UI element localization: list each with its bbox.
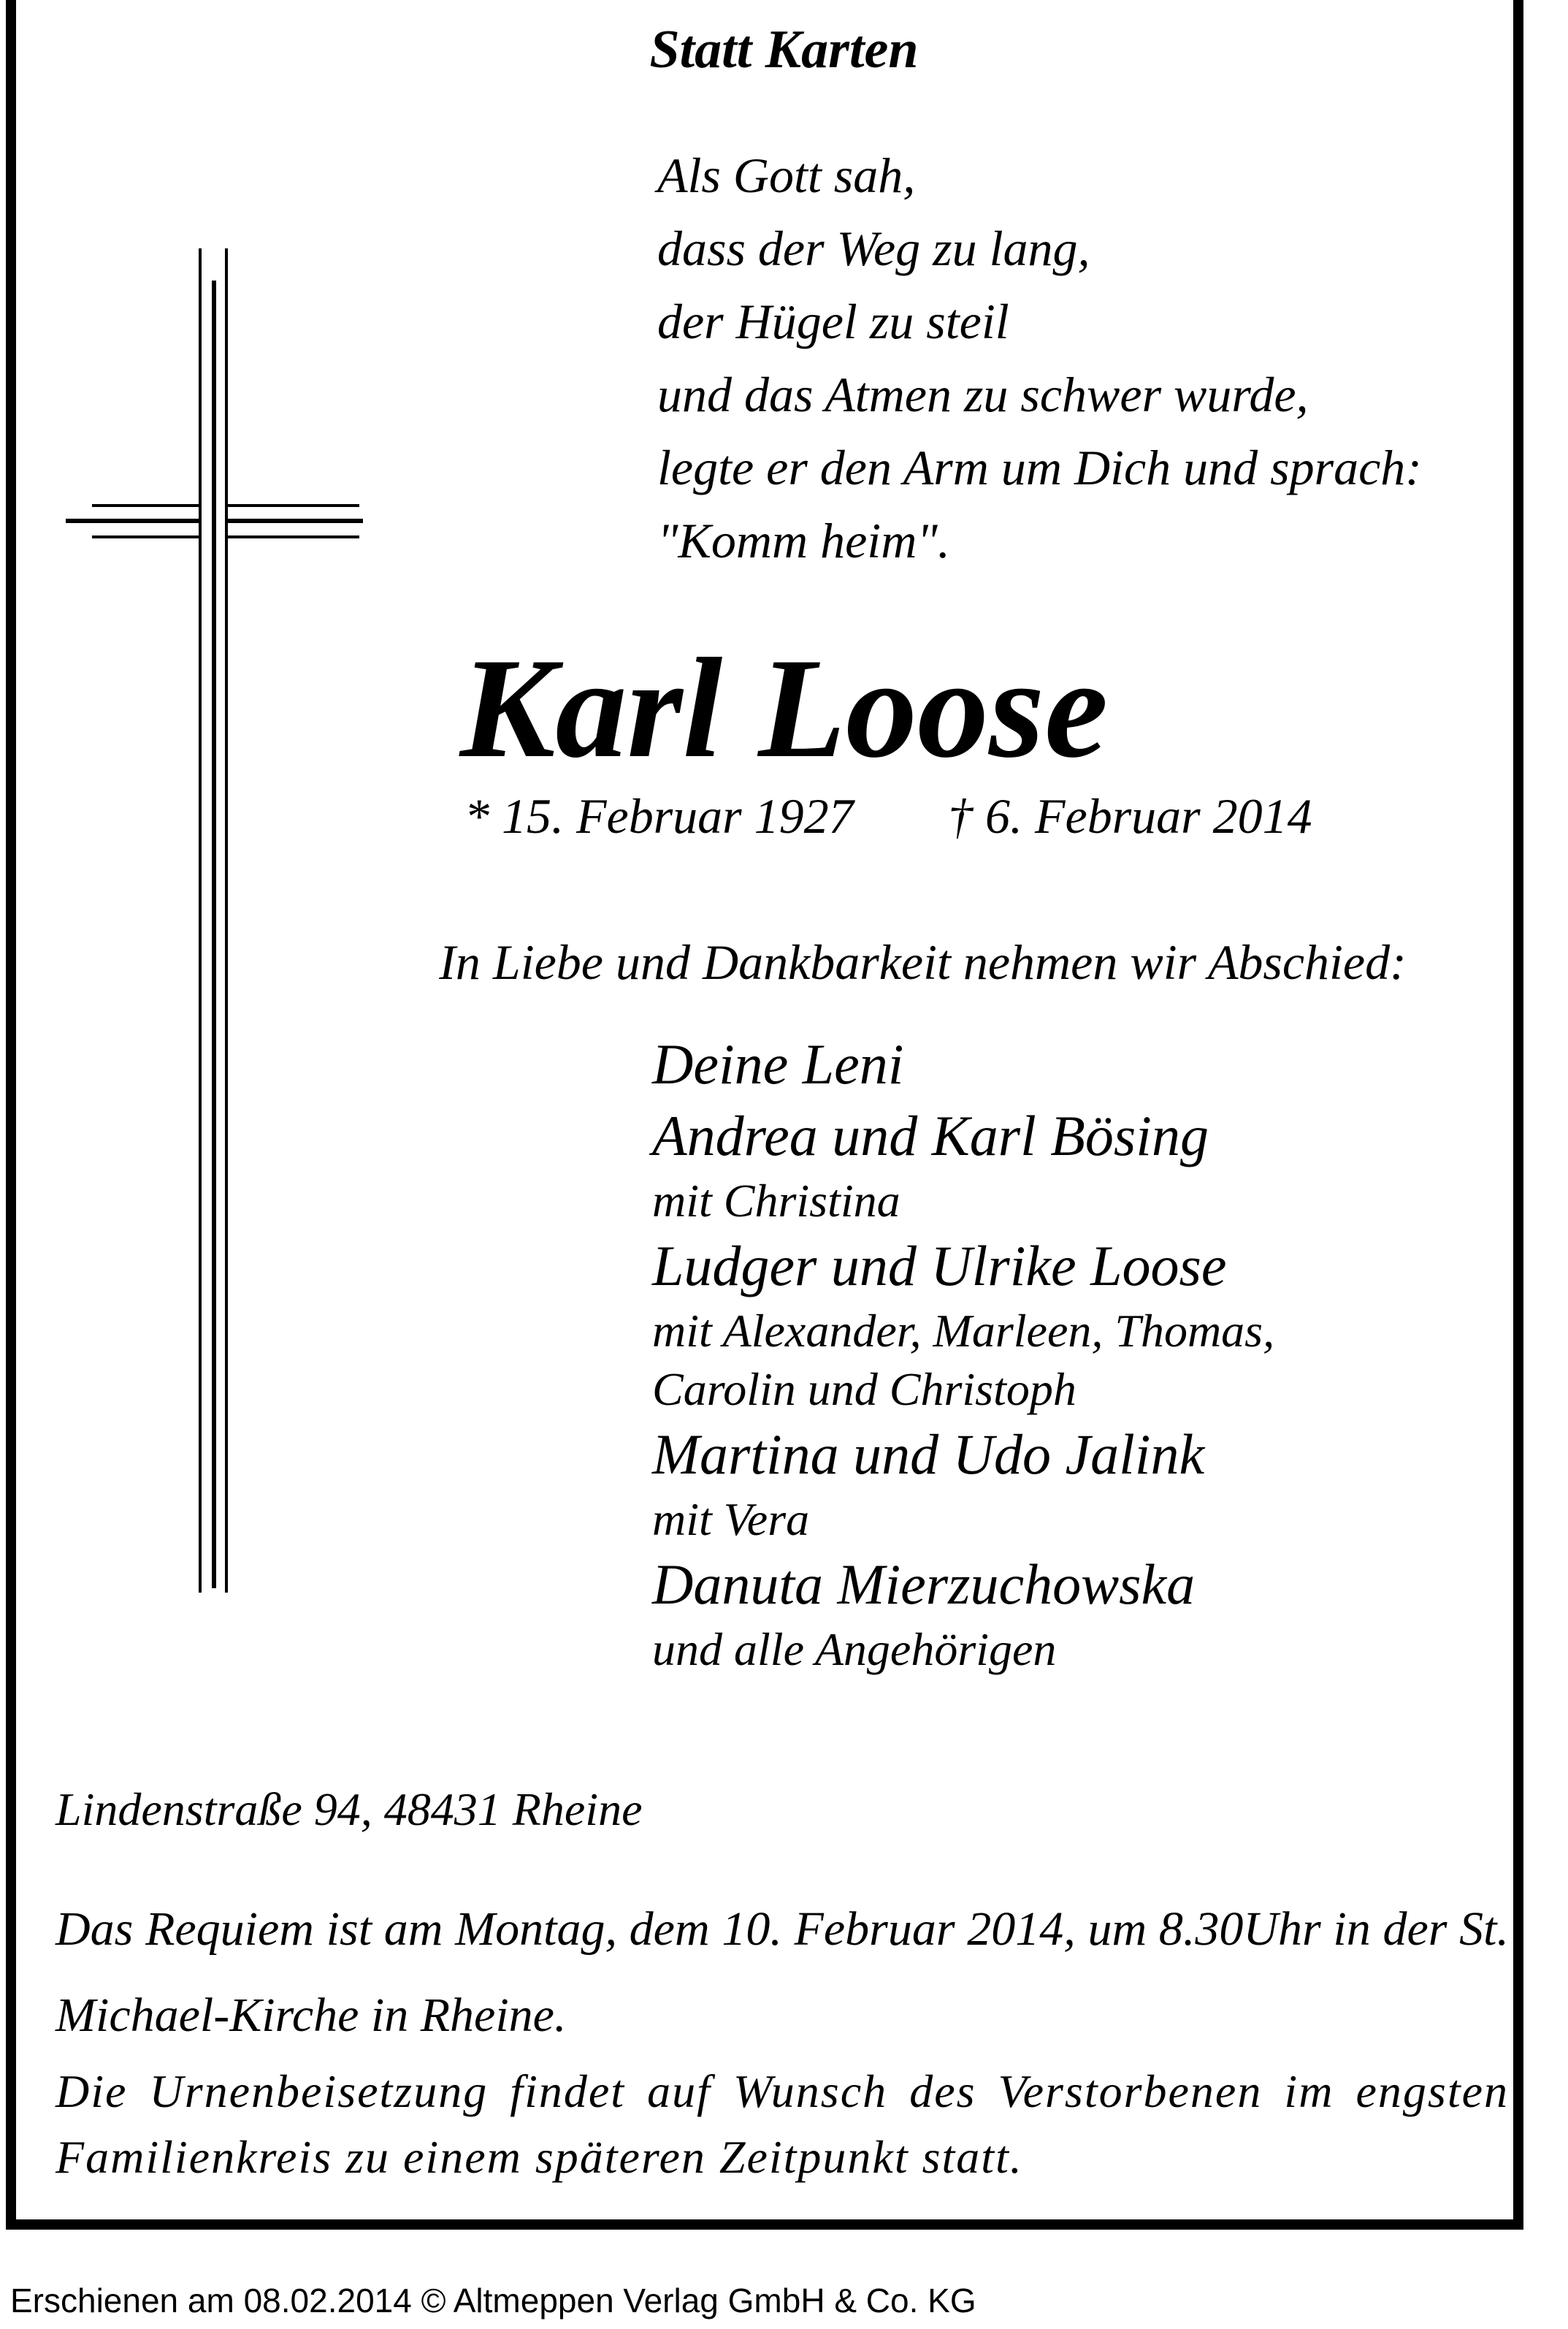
poem-line: Als Gott sah,	[657, 148, 916, 203]
poem-line: "Komm heim".	[657, 513, 950, 568]
urn-burial-info: Die Urnenbeisetzung findet auf Wunsch des Verstorbenen im engsten Familienkreis zu einem späteren Zeitpunkt statt.	[56, 2065, 1509, 2183]
mourner-line: mit Christina	[652, 1175, 900, 1227]
poem-line: der Hügel zu steil	[657, 294, 1009, 349]
notice-header: Statt Karten	[649, 20, 919, 80]
mourner-line: Carolin und Christoph	[652, 1363, 1076, 1415]
poem-line: dass der Weg zu lang,	[657, 221, 1090, 276]
mourner-line: Ludger und Ulrike Loose	[652, 1234, 1227, 1297]
cross-icon	[66, 248, 380, 1593]
mourners-list	[652, 1029, 1274, 1679]
address: Lindenstraße 94, 48431 Rheine	[56, 1783, 643, 1835]
mourner-line: Martina und Udo Jalink	[652, 1422, 1205, 1486]
farewell-intro: In Liebe und Dankbarkeit nehmen wir Abschied:	[439, 934, 1407, 990]
deceased-name: Karl Loose	[459, 629, 1109, 788]
birth-date: * 15. Februar 1927	[464, 788, 854, 844]
mourner-line: Andrea und Karl Bösing	[652, 1104, 1209, 1167]
mourner-line: mit Alexander, Marleen, Thomas,	[652, 1305, 1275, 1357]
publication-footer: Erschienen am 08.02.2014 © Altmeppen Verlag GmbH & Co. KG	[10, 2282, 976, 2320]
death-date: † 6. Februar 2014	[948, 788, 1312, 844]
poem-line: und das Atmen zu schwer wurde,	[657, 367, 1309, 422]
mourner-line: Deine Leni	[652, 1032, 904, 1096]
poem-line: legte er den Arm um Dich und sprach:	[657, 440, 1422, 495]
mourner-line: und alle Angehörigen	[652, 1623, 1057, 1675]
poem	[657, 139, 1422, 577]
requiem-info: Das Requiem ist am Montag, dem 10. Februar 2014, um 8.30Uhr in der St. Michael-Kirche in Rheine.	[56, 1902, 1509, 2042]
mourner-line: mit Vera	[652, 1493, 810, 1545]
mourner-line: Danuta Mierzuchowska	[652, 1552, 1196, 1616]
